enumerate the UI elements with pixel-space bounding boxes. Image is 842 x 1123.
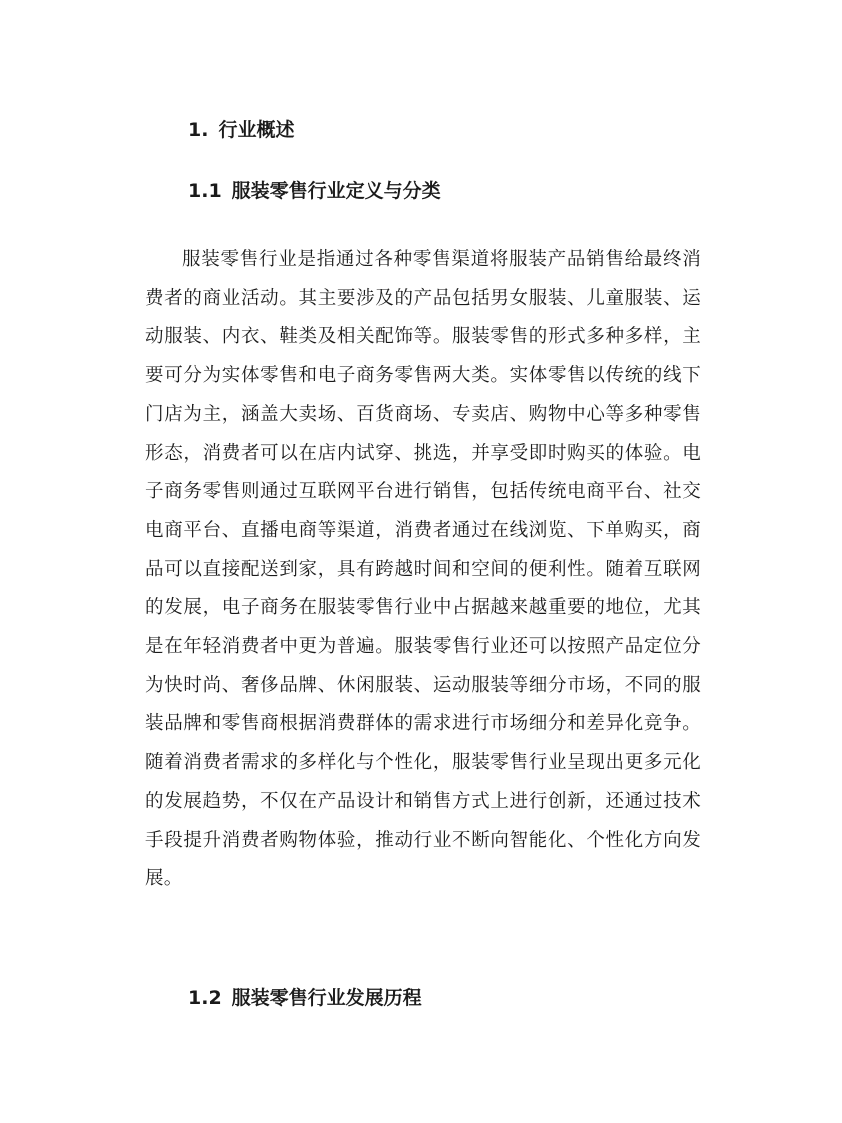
chapter-heading xyxy=(188,116,294,144)
chapter-title: 行业概述 xyxy=(218,119,295,141)
chapter-number: 1. xyxy=(188,119,209,141)
section-heading-1-1 xyxy=(188,177,441,205)
body-paragraph: 服装零售行业是指通过各种零售渠道将服装产品销售给最终消费者的商业活动。其主要涉及的产品包括男女服装、儿童服装、运动服装、内衣、鞋类及相关配饰等。服装零售的形式多种多样，主要可分为实体零售和电子商务零售两大类。实体零售以传统的线下门店为主，涵盖大卖场、百货商场、专卖店、购物中心等多种零售形态，消费者可以在店内试穿、挑选，并享受即时购买的体验。电子商务零售则通过互联网平台进行销售，包括传统电商平台、社交电商平台、直播电商等渠道，消费者通过在线浏览、下单购买，商品可以直接配送到家，具有跨越时间和空间的便利性。随着互联网的发展，电子商务在服装零售行业中占据越来越重要的地位，尤其是在年轻消费者中更为普遍。服装零售行业还可以按照产品定位分为快时尚、奢侈品牌、休闲服装、运动服装等细分市场，不同的服装品牌和零售商根据消费群体的需求进行市场细分和差异化竞争。随着消费者需求的多样化与个性化，服装零售行业呈现出更多元化的发展趋势，不仅在产品设计和销售方式上进行创新，还通过技术手段提升消费者购物体验，推动行业不断向智能化、个性化方向发展。 xyxy=(145,249,701,890)
section-number: 1.1 xyxy=(188,180,222,202)
section-heading-1-2 xyxy=(188,984,422,1012)
section-title: 服装零售行业发展历程 xyxy=(231,987,422,1009)
section-number: 1.2 xyxy=(188,987,222,1009)
section-title: 服装零售行业定义与分类 xyxy=(231,180,441,202)
